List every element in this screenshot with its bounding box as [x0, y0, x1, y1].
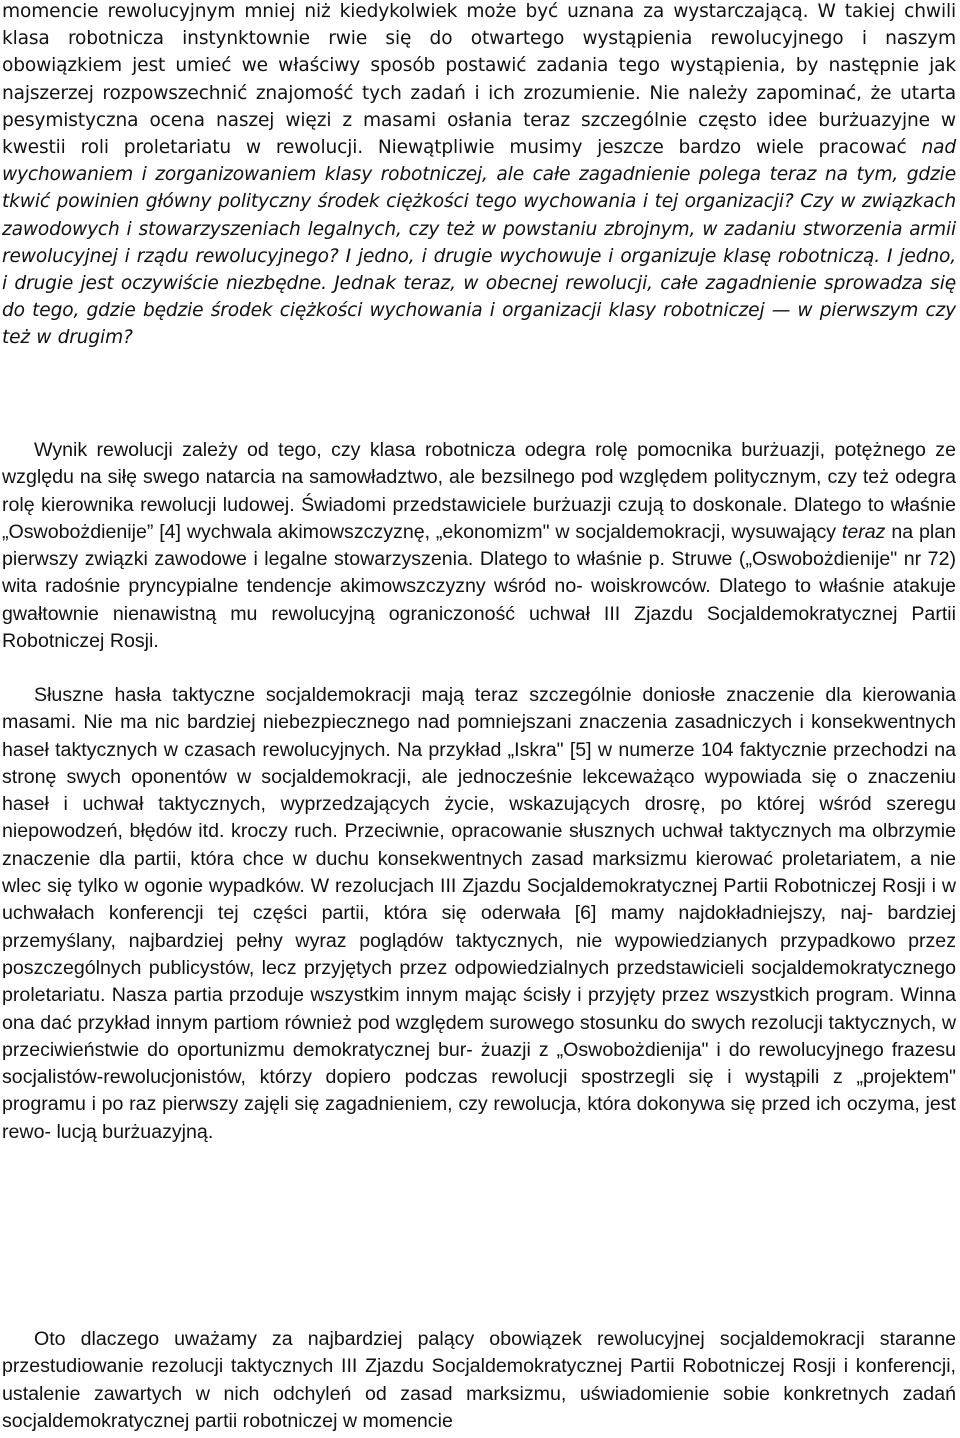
paragraph: [2, 682, 956, 1146]
italic-text-segment: teraz: [841, 520, 886, 543]
text-segment: momencie rewolucyjnym mniej niż kiedykolwiek może być uznana za wystarczającą. W takiej chwili klasa robotnicza instynktownie rwie się do otwartego wystąpienia rewolucyjnego i naszym obowiązkiem jest umieć we właściwy sposób postawić zadania tego wystąpienia, by następnie jak najszerzej rozpowszechnić znajomość tych zadań i ich zrozumienie. Nie należy zapominać, że utarta pesymistyczna ocena naszej więzi z masami osłania teraz szczególnie często idee burżuazyjne w kwestii roli proletariatu w rewolucji. Niewątpliwie musimy jeszcze bardzo wiele pracować: [2, 1, 956, 159]
text-segment: na plan pierwszy związki zawodowe i legalne stowarzyszenia. Dlatego to właśnie p. Struwe („Oswobożdienije" nr 72) wita radośnie pryncypialne tendencje akimowszczyzny wśród no- woiskrowców. Dlatego to właśnie atakuje gwałtownie nienawistną mu rewolucyjną ograniczoność uchwał III Zjazdu Socjaldemokratycznej Partii Robotniczej Rosji.: [2, 520, 956, 653]
text-segment: Wynik rewolucji zależy od tego, czy klasa robotnicza odegra rolę pomocnika burżuazji, potężnego ze względu na siłę swego natarcia na samowładztwo, ale bezsilnego pod względem politycznym, czy też odegra rolę kierownika rewolucji ludowej. Świadomi przedstawiciele burżuazji czują to doskonale. Dlatego to właśnie „Oswobożdienije” [4] wychwala akimowszczyznę, „ekonomizm" w socjaldemokracji, wysuwający: [2, 439, 956, 543]
text-segment: Słuszne hasła taktyczne socjaldemokracji mają teraz szczególnie doniosłe znaczenie dla kierowania masami. Nie ma nic bardziej niebezpiecznego nad pomniejszani znaczenia zasadniczych i konsekwentnych haseł taktycznych w czasach rewolucyjnych. Na przykład „Iskra" [5] w numerze 104 faktycznie przechodzi na stronę swych oponentów w socjaldemokracji, ale jednocześnie lekceważąco wypowiada się o znaczeniu haseł i uchwał taktycznych, wyprzedzających życie, wskazujących drosrę, po której wśród szeregu niepowodzeń, błędów itd. kroczy ruch. Przeciwnie, opracowanie słusznych uchwał taktycznych ma olbrzymie znaczenie dla partii, która chce w duchu konsekwentnych zasad marksizmu kierować proletariatem, a nie wlec się tylko w ogonie wypadków. W rezolucjach III Zjazdu Socjaldemokratycznej Partii Robotniczej Rosji i w uchwałach konferencji tej części partii, która się oderwała [6] mamy najdokładniejszy, naj- bardziej przemyślany, najbardziej pełny wyraz poglądów taktycznych, nie wypowiedzianych przypadkowo przez poszczególnych publicystów, lecz przyjętych przez odpowiedzialnych przedstawicieli socjaldemokratycznego proletariatu. Nasza partia przoduje wszystkim innym mając ścisły i przyjęty przez wszystkich program. Winna ona dać przykład innym partiom również pod względem surowego stosunku do swych rezolucji taktycznych, w przeciwieństwie do oportunizmu demokratycznej bur- żuazji z „Oswobożdienija" i do rewolucyjnego frazesu socjalistów-rewolucjonistów, którzy dopiero podczas rewolucji spostrzegli się i wystąpili z „projektem" programu i po raz pierwszy zajęli się zagadnieniem, czy rewolucja, która dokonywa się przed ich oczyma, jest rewo- lucją burżuazyjną.: [2, 684, 956, 1143]
paragraph: [2, 0, 956, 352]
paragraph: [2, 1326, 956, 1435]
italic-text-segment: nad wychowaniem i zorganizowaniem klasy robotniczej, ale całe zagadnienie polega teraz na tym, gdzie tkwić powinien główny polityczny środek ciężkości tego wychowania i tej organizacji? Czy w związkach zawodowych i stowarzyszeniach legalnych, czy też w powstaniu zbrojnym, w zadaniu stworzenia armii rewolucyjnej i rządu rewolucyjnego? I jedno, i drugie wychowuje i organizuje klasę robotniczą. I jedno, i drugie jest oczywiście niezbędne. Jednak teraz, w obecnej rewolucji, całe zagadnienie sprowadza się do tego, gdzie będzie środek ciężkości wychowania i organizacji klasy robotniczej — w pierwszym czy też w drugim?: [2, 137, 956, 349]
paragraph: [2, 437, 956, 655]
text-segment: Oto dlaczego uważamy za najbardziej palący obowiązek rewolucyjnej socjaldemokracji staranne przestudiowanie rezolucji taktycznych III Zjazdu Socjaldemokratycznej Partii Robotniczej Rosji i konferencji, ustalenie zawartych w nich odchyleń od zasad marksizmu, uświadomienie sobie konkretnych zadań socjaldemokratycznej partii robotniczej w momencie: [2, 1328, 956, 1432]
